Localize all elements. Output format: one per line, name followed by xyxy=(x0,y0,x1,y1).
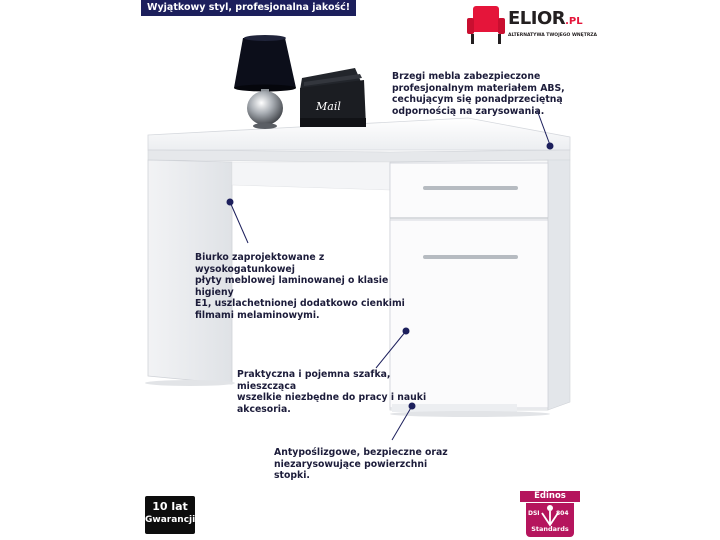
brand-slogan: ALTERNATYWA TWOJEGO WNĘTRZA xyxy=(508,33,598,38)
callout-feet xyxy=(274,447,454,482)
callout-line: cechującym się ponadprzeciętną xyxy=(392,94,563,106)
callout-cabinet xyxy=(237,369,442,415)
certification-brand: Edinos xyxy=(520,491,580,502)
callout-line: Praktyczna i pojemna szafka, mieszcząca xyxy=(237,369,391,392)
callout-line: wszelkie niezbędne do pracy i nauki xyxy=(237,392,427,404)
callout-line: E1, uszlachetnionej dodatkowo cienkimi xyxy=(195,298,405,310)
warranty-label: Gwarancji xyxy=(145,515,196,525)
warranty-years: 10 lat xyxy=(152,500,188,513)
callout-line: Antypoślizgowe, bezpieczne oraz xyxy=(274,447,448,458)
callout-line: płyty meblowej laminowanej o klasie higieny xyxy=(195,275,389,298)
callout-abs-edges xyxy=(392,71,567,117)
callout-line: profesjonalnym materiałem ABS, xyxy=(392,82,565,94)
callout-line: filmami melaminowymi. xyxy=(195,309,320,321)
brand-name-text: ELIOR xyxy=(508,8,566,29)
brand-domain: .PL xyxy=(565,16,583,27)
callout-line: niezarysowujące powierzchni stopki. xyxy=(274,458,428,482)
pointer-cabinet xyxy=(376,328,410,369)
pointer-board xyxy=(227,199,249,244)
callout-line: odpornością na zarysowania. xyxy=(392,105,545,117)
certification-label: Standards xyxy=(531,525,569,533)
certification-code-left: DSI xyxy=(528,510,540,517)
callout-board-material xyxy=(195,252,425,322)
callout-line: Biurko zaprojektowane z wysokogatunkowej xyxy=(195,252,325,275)
callout-line: akcesoria. xyxy=(237,403,291,415)
organizer-label: Mail xyxy=(316,100,341,113)
tagline-banner: Wyjątkowy styl, profesjonalna jakość! xyxy=(141,0,356,16)
certification-badge xyxy=(520,491,580,537)
certification-code-right: 804 xyxy=(556,510,569,517)
callout-line: Brzegi mebla zabezpieczone xyxy=(392,71,541,82)
warranty-badge xyxy=(145,496,195,534)
